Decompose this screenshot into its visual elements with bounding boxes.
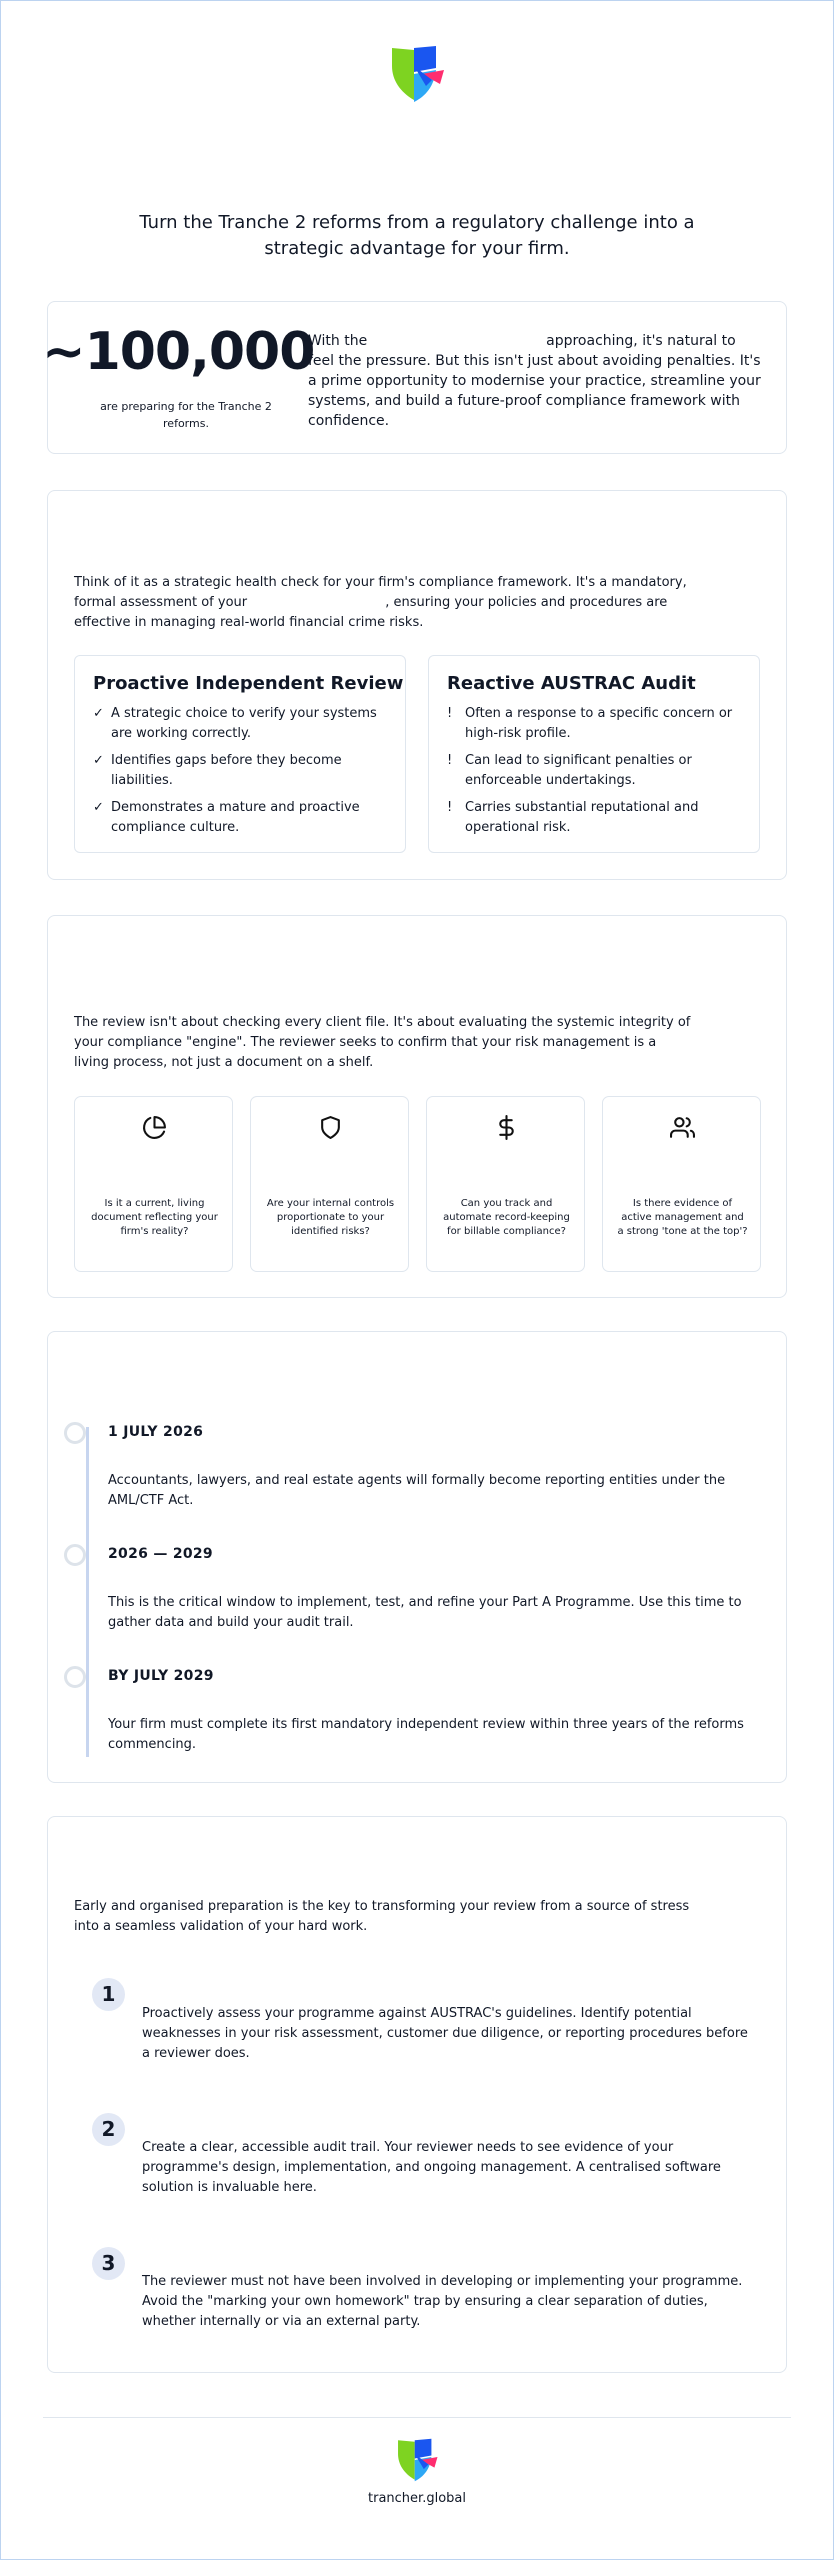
timeline-date: 1 JULY 2026 bbox=[108, 1424, 204, 1440]
intro-heading: Turn the Tranche 2 reforms from a regulatory challenge into a strategic advantage for your firm. bbox=[139, 212, 695, 259]
timeline-text: Your firm must complete its first mandatory independent review within three years of the reforms commencing. bbox=[108, 1717, 744, 1752]
list-item: ! Carries substantial reputational and operational risk. bbox=[447, 800, 699, 835]
reactive-audit-box bbox=[428, 655, 760, 853]
step-text: Create a clear, accessible audit trail. Your reviewer needs to see evidence of your programme's design, implementation, and ongoing management. A centralised software solution is invaluable here. bbox=[142, 2140, 721, 2195]
reactive-title: Reactive AUSTRAC Audit bbox=[447, 673, 696, 694]
preparation-card bbox=[47, 1816, 787, 2373]
health-para-after: , ensuring your policies and procedures are effective in managing real-world financial crime risks. bbox=[74, 595, 668, 630]
alert-icon: ! bbox=[447, 706, 453, 721]
question-tile bbox=[74, 1096, 233, 1272]
health-check-card bbox=[47, 490, 787, 880]
tile-text: Is it a current, living document reflecting your firm's reality? bbox=[91, 1198, 218, 1237]
pie-chart-icon bbox=[142, 1115, 167, 1140]
footer-site-link[interactable]: trancher.global bbox=[368, 2491, 466, 2506]
step-number: 1 bbox=[92, 1978, 125, 2011]
question-tile bbox=[250, 1096, 409, 1272]
timeline-date: 2026 — 2029 bbox=[108, 1546, 213, 1562]
list-item: ✓ Demonstrates a mature and proactive compliance culture. bbox=[93, 800, 360, 835]
stat-text-after: approaching, it's natural to feel the pressure. But this isn't just about avoiding penalties. It's a prime opportunity to modernise your practice, streamline your systems, and build a future-proof compliance framework with confidence. bbox=[308, 333, 761, 429]
tranche-shield-logo-icon bbox=[395, 2437, 439, 2483]
timeline-line bbox=[86, 1427, 89, 1757]
alert-icon: ! bbox=[447, 800, 453, 815]
proactive-title: Proactive Independent Review bbox=[93, 673, 404, 694]
step-text: Proactively assess your programme against AUSTRAC's guidelines. Identify potential weaknesses in your risk assessment, customer due diligence, or reporting procedures before a reviewer does. bbox=[142, 2006, 748, 2061]
stat-text-before: With the bbox=[308, 333, 368, 349]
stat-number: ~100,000 bbox=[42, 322, 315, 382]
list-item: ! Often a response to a specific concern or high-risk profile. bbox=[447, 706, 733, 741]
footer-divider bbox=[43, 2417, 791, 2418]
timeline-card bbox=[47, 1331, 787, 1783]
question-tile bbox=[426, 1096, 585, 1272]
question-tile bbox=[602, 1096, 761, 1272]
users-icon bbox=[670, 1115, 695, 1140]
health-para-before: Think of it as a strategic health check for your firm's compliance framework. It's a mandatory, formal assessment of your bbox=[74, 575, 687, 610]
timeline-dot bbox=[64, 1666, 86, 1688]
proactive-review-box bbox=[74, 655, 406, 853]
step-text: The reviewer must not have been involved in developing or implementing your programme. Avoid the "marking your own homework" trap by ensuring a clear separation of duties, whether internally or via an external party. bbox=[142, 2274, 743, 2329]
list-item: ✓ Identifies gaps before they become liabilities. bbox=[93, 753, 342, 788]
timeline-text: This is the critical window to implement, test, and refine your Part A Programme. Use this time to gather data and build your audit trail. bbox=[108, 1595, 742, 1630]
timeline-text: Accountants, lawyers, and real estate agents will formally become reporting entities under the AML/CTF Act. bbox=[108, 1473, 726, 1508]
tile-text: Are your internal controls proportionate to your identified risks? bbox=[266, 1198, 395, 1237]
proactive-list bbox=[93, 704, 389, 845]
timeline-date: BY JULY 2029 bbox=[108, 1668, 214, 1684]
dollar-icon bbox=[494, 1115, 519, 1140]
alert-icon: ! bbox=[447, 753, 453, 768]
reactive-list bbox=[447, 704, 743, 845]
timeline-dot bbox=[64, 1422, 86, 1444]
health-check-paragraph bbox=[74, 573, 694, 633]
stat-description bbox=[308, 331, 763, 431]
stat-caption: are preparing for the Tranche 2 reforms. bbox=[100, 400, 272, 430]
engine-card bbox=[47, 915, 787, 1298]
step-number: 3 bbox=[92, 2247, 125, 2280]
timeline-dot bbox=[64, 1544, 86, 1566]
tranche-shield-logo-icon bbox=[388, 44, 446, 104]
stat-card bbox=[42, 301, 787, 454]
check-icon: ✓ bbox=[93, 706, 104, 721]
tile-text: Can you track and automate record-keeping for billable compliance? bbox=[443, 1198, 570, 1237]
preparation-paragraph: Early and organised preparation is the key to transforming your review from a source of stress into a seamless validation of your hard work. bbox=[74, 1899, 690, 1934]
step-number: 2 bbox=[92, 2113, 125, 2146]
list-item: ✓ A strategic choice to verify your systems are working correctly. bbox=[93, 706, 377, 741]
engine-paragraph: The review isn't about checking every client file. It's about evaluating the systemic integrity of your compliance "engine". The reviewer seeks to confirm that your risk management is a living process, not just a document on a shelf. bbox=[74, 1015, 691, 1070]
tile-text: Is there evidence of active management and a strong 'tone at the top'? bbox=[617, 1198, 748, 1237]
list-item: ! Can lead to significant penalties or enforceable undertakings. bbox=[447, 753, 692, 788]
shield-icon bbox=[318, 1115, 343, 1140]
check-icon: ✓ bbox=[93, 753, 104, 768]
check-icon: ✓ bbox=[93, 800, 104, 815]
